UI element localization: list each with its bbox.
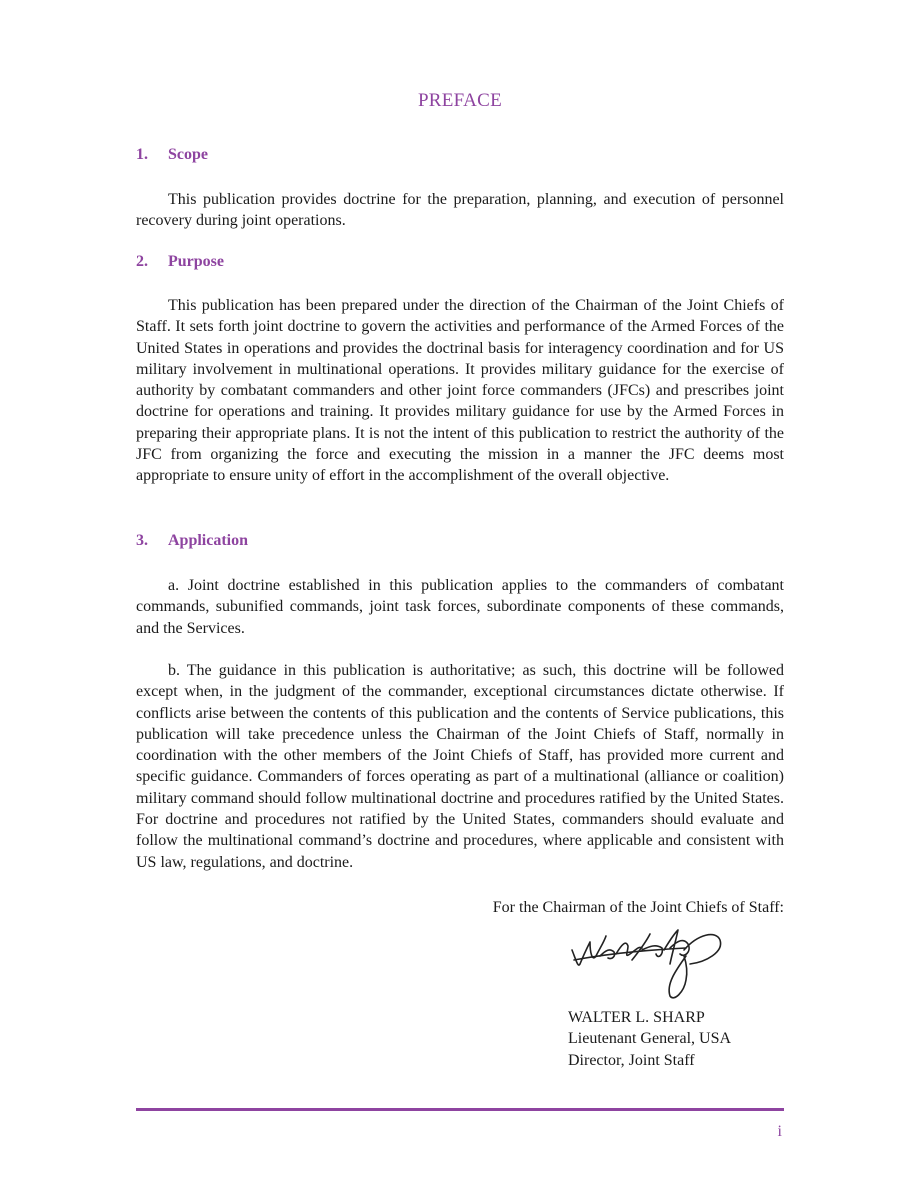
paragraph-application-a: a. Joint doctrine established in this publication applies to the commanders of combatant commands, subunified commands, joint task forces, subordinate components of these commands, and the Services. [136, 577, 784, 637]
footer-rule [136, 1108, 784, 1111]
page-number: i [777, 1123, 782, 1140]
section-title: Scope [168, 146, 208, 163]
section-heading-purpose [136, 253, 224, 271]
section-heading-application [136, 532, 248, 550]
closing-line: For the Chairman of the Joint Chiefs of Staff: [492, 899, 784, 916]
signatory-position: Director, Joint Staff [568, 1051, 695, 1069]
signatory-rank: Lieutenant General, USA [568, 1030, 732, 1048]
section-title: Application [168, 532, 249, 549]
page-title: PREFACE [417, 90, 503, 111]
signatory-name: WALTER L. SHARP [568, 1009, 705, 1026]
paragraph-scope: This publication provides doctrine for the preparation, planning, and execution of personnel recovery during joint operations. [136, 191, 784, 230]
section-heading-scope [136, 146, 208, 164]
section-number: 3. [136, 532, 148, 549]
paragraph-purpose: This publication has been prepared under the direction of the Chairman of the Joint Chiefs of Staff. It sets forth joint doctrine to govern the activities and performance of the Armed Forces of the United States in operations and provides the doctrinal basis for interagency coordination and for US military involvement in multinational operations. It provides military guidance for the exercise of authority by combatant commanders and other joint force commanders (JFCs) and prescribes joint doctrine for operations and training. It provides military guidance for use by the Armed Forces in preparing their appropriate plans. It is not the intent of this publication to restrict the authority of the JFC from organizing the force and executing the mission in a manner the JFC deems most appropriate to ensure unity of effort in the accomplishment of the overall objective. [136, 297, 784, 485]
signature-block [568, 1007, 731, 1071]
section-title: Purpose [168, 253, 224, 270]
section-number: 1. [136, 146, 148, 163]
section-number: 2. [136, 253, 148, 270]
paragraph-application-b: b. The guidance in this publication is authoritative; as such, this doctrine will be followed except when, in the judgment of the commander, exceptional circumstances dictate otherwise. If conflicts arise between the contents of this publication and the contents of Service publications, this publication will take precedence unless the Chairman of the Joint Chiefs of Staff, normally in coordination with the other members of the Joint Chiefs of Staff, has provided more current and specific guidance. Commanders of forces operating as part of a multinational (alliance or coalition) military command should follow multinational doctrine and procedures ratified by the United States. For doctrine and procedures not ratified by the United States, commanders should evaluate and follow the multinational command’s doctrine and procedures, where applicable and consistent with US law, regulations, and doctrine. [136, 662, 784, 871]
signature-image [566, 920, 736, 1005]
